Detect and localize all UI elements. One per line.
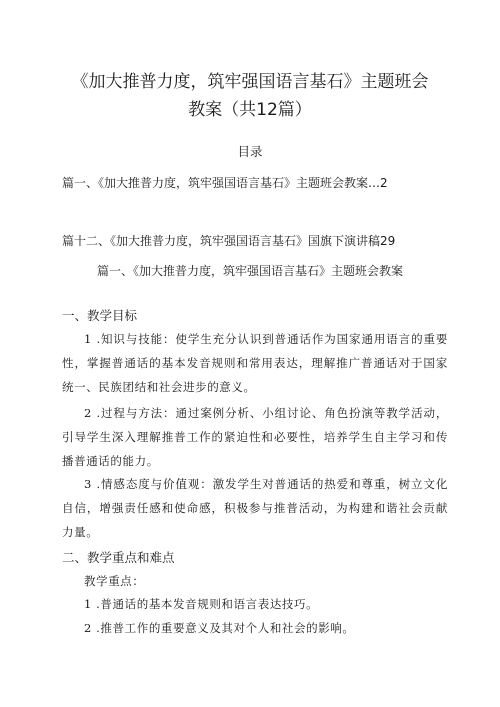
toc-item[interactable]: 篇一、《加大推普力度，筑牢强国语言基石》主题班会教案…2 <box>62 176 388 190</box>
toc-heading: 目录 <box>237 144 263 159</box>
document-title-line2: 教案（共12篇） <box>188 100 312 120</box>
document-title <box>40 68 460 124</box>
document-title-line1: 《加大推普力度，筑牢强国语言基石》主题班会 <box>71 72 429 92</box>
section-heading-key-points: 二、教学重点和难点 <box>62 550 175 565</box>
key-point-item: 1 .普通话的基本发音规则和语言表达技巧。 <box>84 597 319 611</box>
article-title: 篇一、《加大推普力度，筑牢强国语言基石》主题班会教案 <box>96 264 403 278</box>
objective-paragraph: 1 .知识与技能：使学生充分认识到普通话作为国家通用语言的重要性，掌握普通话的基本发音规则和常用表达，理解推广普通话对于国家统一、民族团结和社会进步的意义。 <box>62 332 448 394</box>
section-heading-objectives: 一、教学目标 <box>62 308 138 323</box>
objective-paragraph: 2 .过程与方法：通过案例分析、小组讨论、角色扮演等教学活动，引导学生深入理解推普工作的紧迫性和必要性，培养学生自主学习和传播普通话的能力。 <box>62 406 448 468</box>
toc-item[interactable]: 篇十二、《加大推普力度，筑牢强国语言基石》国旗下演讲稿29 <box>62 234 396 248</box>
key-points-label: 教学重点： <box>84 574 145 588</box>
key-point-item: 2 .推普工作的重要意义及其对个人和社会的影响。 <box>84 621 355 635</box>
objective-paragraph: 3 .情感态度与价值观：激发学生对普通话的热爱和尊重，树立文化自信，增强责任感和使命感，积极参与推普活动，为构建和谐社会贡献力量。 <box>62 477 448 539</box>
